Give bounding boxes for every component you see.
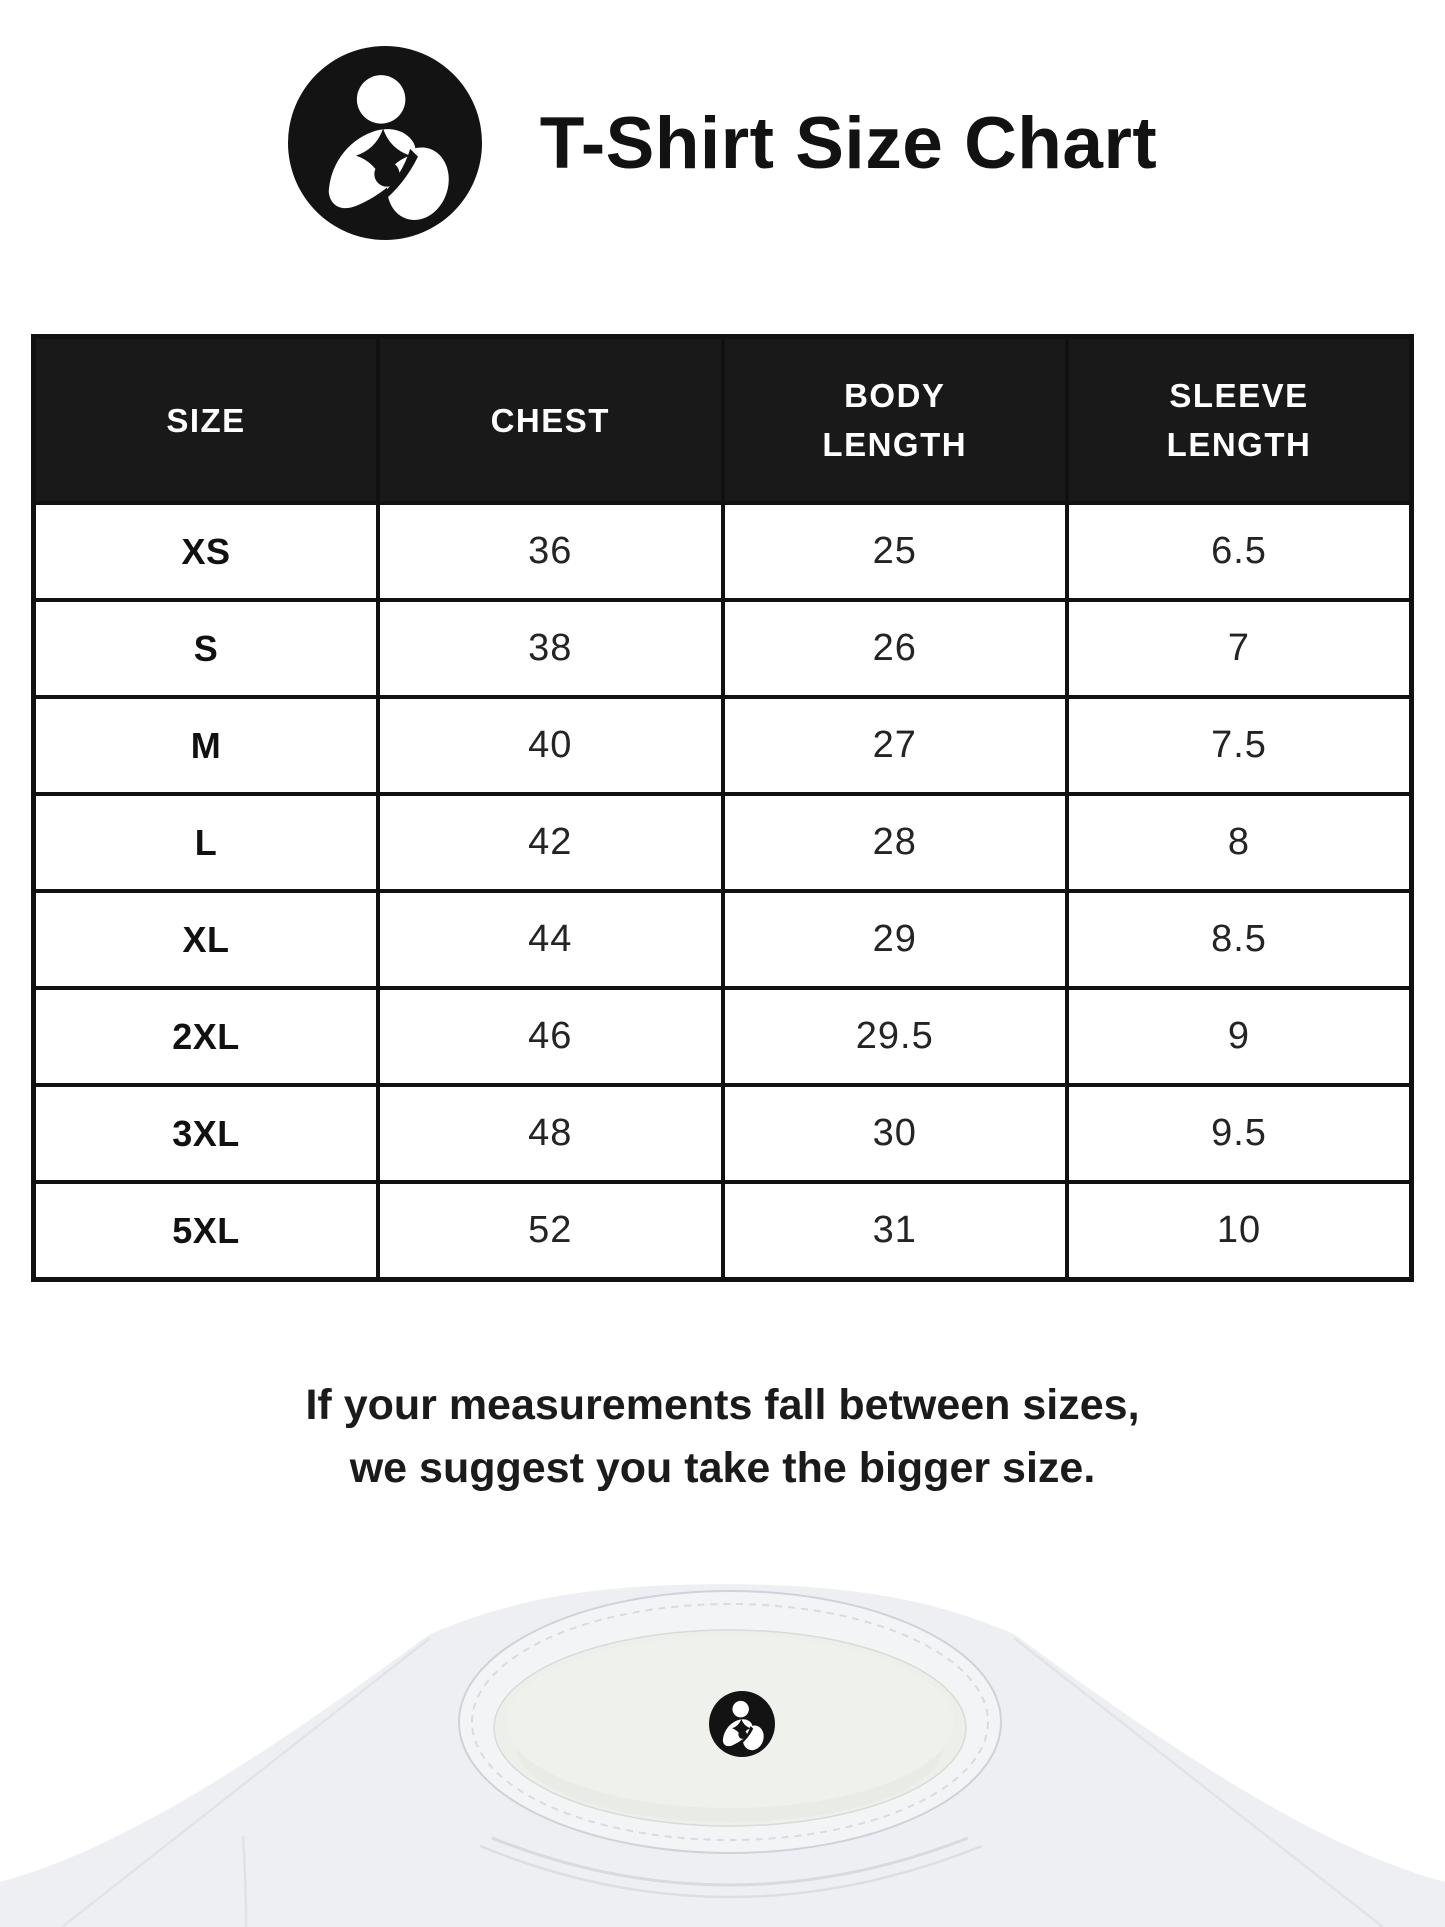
table-header <box>34 337 1412 504</box>
size-label: L <box>34 794 379 891</box>
table-row <box>34 891 1412 988</box>
chest-value: 42 <box>378 794 723 891</box>
size-label: XS <box>34 503 379 600</box>
body-length-value: 31 <box>723 1182 1068 1280</box>
tshirt-photo <box>0 1550 1445 1927</box>
table-row <box>34 1085 1412 1182</box>
table-row <box>34 600 1412 697</box>
table-row <box>34 1182 1412 1280</box>
sizing-note <box>0 1374 1445 1500</box>
column-header-size <box>34 337 379 504</box>
column-header-line: CHEST <box>490 401 610 439</box>
sleeve-length-value: 10 <box>1067 1182 1412 1280</box>
body-length-value: 29.5 <box>723 988 1068 1085</box>
header <box>0 0 1445 240</box>
column-header-line: LENGTH <box>1166 426 1312 463</box>
chest-value: 44 <box>378 891 723 988</box>
chest-value: 36 <box>378 503 723 600</box>
size-label: M <box>34 697 379 794</box>
body-length-value: 30 <box>723 1085 1068 1182</box>
column-header-body-length <box>723 337 1068 504</box>
table-row <box>34 988 1412 1085</box>
brand-logo-icon <box>288 46 482 240</box>
table-row <box>34 503 1412 600</box>
chest-value: 48 <box>378 1085 723 1182</box>
sleeve-length-value: 9 <box>1067 988 1412 1085</box>
column-header-line: LENGTH <box>822 426 968 463</box>
sizing-note-line-1: If your measurements fall between sizes, <box>305 1381 1140 1429</box>
page-title: T-Shirt Size Chart <box>539 102 1158 184</box>
body-length-value: 27 <box>723 697 1068 794</box>
table-row <box>34 697 1412 794</box>
chest-value: 40 <box>378 697 723 794</box>
sizing-note-line-2: we suggest you take the bigger size. <box>349 1444 1096 1492</box>
size-chart-table <box>31 334 1414 1282</box>
column-header-line: SLEEVE <box>1169 377 1309 414</box>
column-header-line: BODY <box>844 377 946 414</box>
body-length-value: 28 <box>723 794 1068 891</box>
body-length-value: 29 <box>723 891 1068 988</box>
sleeve-length-value: 7.5 <box>1067 697 1412 794</box>
chest-value: 38 <box>378 600 723 697</box>
size-label: XL <box>34 891 379 988</box>
column-header-chest <box>378 337 723 504</box>
size-label: 5XL <box>34 1182 379 1280</box>
chest-value: 52 <box>378 1182 723 1280</box>
sleeve-length-value: 9.5 <box>1067 1085 1412 1182</box>
column-header-line: SIZE <box>166 401 246 439</box>
body-length-value: 25 <box>723 503 1068 600</box>
size-label: S <box>34 600 379 697</box>
column-header-sleeve-length <box>1067 337 1412 504</box>
neck-label-logo-icon <box>709 1691 775 1757</box>
sleeve-length-value: 6.5 <box>1067 503 1412 600</box>
sleeve-length-value: 8 <box>1067 794 1412 891</box>
table-row <box>34 794 1412 891</box>
body-length-value: 26 <box>723 600 1068 697</box>
chest-value: 46 <box>378 988 723 1085</box>
size-label: 3XL <box>34 1085 379 1182</box>
header-row <box>34 337 1412 504</box>
size-label: 2XL <box>34 988 379 1085</box>
sleeve-length-value: 8.5 <box>1067 891 1412 988</box>
sleeve-length-value: 7 <box>1067 600 1412 697</box>
table-body <box>34 503 1412 1280</box>
